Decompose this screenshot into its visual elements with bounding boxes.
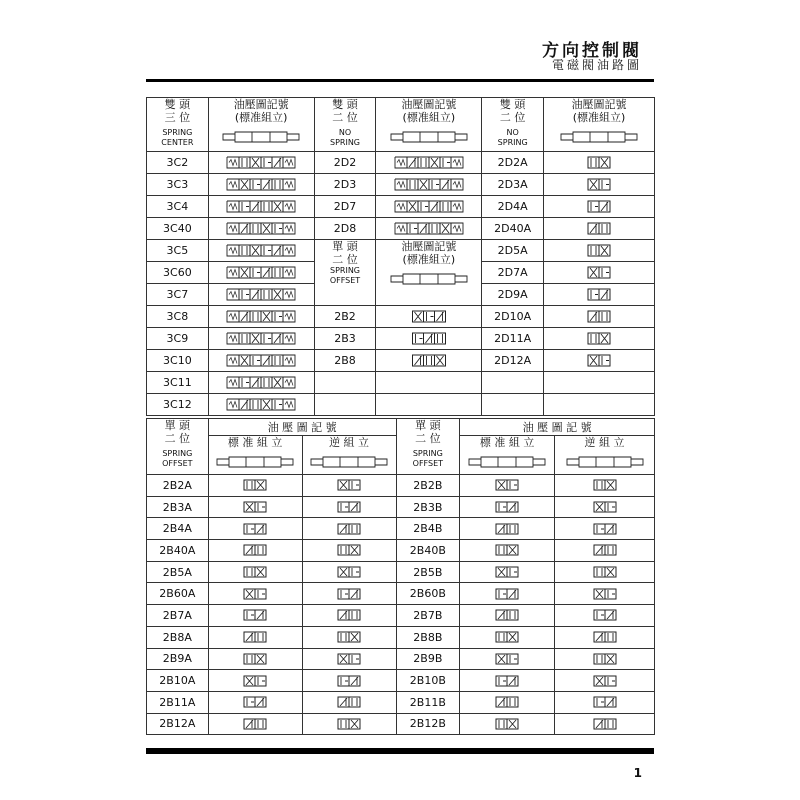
table-row [147,372,655,394]
valve-symbol-icon [565,499,645,515]
valve-symbol-icon [549,176,649,193]
symbol-cell [555,691,655,713]
model-code: 2D10A [482,306,544,328]
valve-symbol-icon [309,542,389,558]
symbol-cell [376,152,482,174]
valve-header-symbol-icon [211,124,311,148]
model-code: 2D12A [482,350,544,372]
valve-symbol-icon [565,673,645,689]
valve-symbol-icon [379,198,479,215]
symbol-cell [460,691,555,713]
symbol-cell [302,691,396,713]
rev-assembly-label: 逆 組 立 [329,436,370,449]
symbol-cell [544,262,655,284]
table-row [147,518,655,540]
valve-symbol-icon [211,396,311,413]
model-code: 3C9 [147,328,209,350]
g3-spring-label: NO SPRING [497,128,528,147]
valve-symbol-icon [211,176,311,193]
model-code: 2D2A [482,152,544,174]
model-code: 3C40 [147,218,209,240]
bottom-table [146,418,655,735]
bottom-header-row [147,419,655,436]
valve-symbol-icon [565,716,645,732]
symbol-cell [544,328,655,350]
g2b-type-header-text: 單 頭 二 位 [332,240,358,266]
model-code: 2B60A [147,583,209,605]
valve-symbol-icon [549,220,649,237]
g2b-spring-label: SPRING OFFSET [329,266,361,285]
symbol-cell [208,496,302,518]
model-code: 2B3A [147,496,209,518]
symbol-cell [460,670,555,692]
valve-symbol-icon [549,264,649,281]
valve-symbol-icon [309,651,389,667]
valve-symbol-icon [467,651,547,667]
valve-symbol-icon [215,542,295,558]
valve-header-symbol-icon [462,449,552,471]
valve-symbol-icon [379,352,479,369]
valve-symbol-icon [309,716,389,732]
g2b-type-header [314,240,376,306]
table-row [147,328,655,350]
g3-hyd-header-text: 油壓圖記號 (標准組立) [571,98,627,124]
valve-symbol-icon [467,521,547,537]
valve-symbol-icon [565,629,645,645]
symbol-cell [208,372,314,394]
symbol-cell [208,262,314,284]
symbol-cell [302,475,396,497]
model-code: 2D2 [314,152,376,174]
model-code: 2B3B [396,496,460,518]
symbol-cell [208,605,302,627]
symbol-cell [302,518,396,540]
valve-symbol-icon [467,694,547,710]
model-code: 2B8A [147,626,209,648]
g1-type-header [147,98,209,152]
symbol-cell [208,540,302,562]
table-row [147,605,655,627]
model-code: 2B5B [396,561,460,583]
model-code: 2B4A [147,518,209,540]
valve-symbol-icon [565,607,645,623]
g2b-hyd-header-text: 油壓圖記號 (標准組立) [401,240,457,266]
valve-symbol-icon [309,477,389,493]
model-code: 2B9A [147,648,209,670]
valve-symbol-icon [379,220,479,237]
symbol-cell [460,561,555,583]
table-row [147,218,655,240]
symbol-cell [302,561,396,583]
valve-symbol-icon [467,477,547,493]
bottom-type-header-text: 單 頭 二 位 [164,419,191,445]
g2-spring-label: NO SPRING [330,128,361,147]
bottom-spring-label: SPRING OFFSET [162,449,193,468]
valve-symbol-icon [467,673,547,689]
model-code: 2B8B [396,626,460,648]
table-row [147,394,655,416]
model-code: 3C7 [147,284,209,306]
model-code: 3C60 [147,262,209,284]
g3-type-header [482,98,544,152]
valve-symbol-icon [215,716,295,732]
g3-type-header-text: 雙 頭 二 位 [499,98,526,124]
valve-symbol-icon [467,607,547,623]
model-code: 2D7A [482,262,544,284]
table-row [147,691,655,713]
page-subtitle: 電磁閥油路圖 [551,58,642,72]
symbol-cell [376,218,482,240]
valve-symbol-icon [549,242,649,259]
valve-symbol-icon [309,586,389,602]
symbol-cell [544,240,655,262]
hyd-symbol-header: 油 壓 圖 記 號 [208,419,396,436]
symbol-cell [208,394,314,416]
valve-header-symbol-icon [210,449,300,471]
valve-symbol-icon [467,629,547,645]
symbol-cell [460,540,555,562]
model-code: 2D7 [314,196,376,218]
symbol-cell [208,583,302,605]
valve-symbol-icon [211,264,311,281]
model-code: 3C2 [147,152,209,174]
symbol-cell [460,475,555,497]
symbol-cell [302,648,396,670]
symbol-cell [208,174,314,196]
valve-symbol-icon [215,651,295,667]
model-code: 2B9B [396,648,460,670]
valve-symbol-icon [467,564,547,580]
valve-symbol-icon [379,154,479,171]
model-code: 2D5A [482,240,544,262]
valve-symbol-icon [379,176,479,193]
symbol-cell [460,648,555,670]
bottom-type-header [147,419,209,475]
valve-symbol-icon [215,694,295,710]
symbol-cell [302,713,396,735]
model-code: 2B7B [396,605,460,627]
valve-symbol-icon [565,564,645,580]
symbol-cell [544,350,655,372]
valve-symbol-icon [211,198,311,215]
valve-symbol-icon [215,499,295,515]
valve-symbol-icon [565,651,645,667]
table-row [147,496,655,518]
table-row [147,240,655,262]
symbol-cell [544,196,655,218]
model-code: 2B8 [314,350,376,372]
symbol-cell [544,306,655,328]
valve-symbol-icon [215,564,295,580]
g2-hyd-header [376,98,482,152]
valve-symbol-icon [211,220,311,237]
model-code: 2D11A [482,328,544,350]
table-row [147,152,655,174]
symbol-cell [555,626,655,648]
std-assembly-label: 標 准 組 立 [227,436,283,449]
valve-header-symbol-icon [560,449,650,471]
bottom-type-header [396,419,460,475]
valve-symbol-icon [565,542,645,558]
model-code: 2B12A [147,713,209,735]
symbol-cell [555,713,655,735]
valve-symbol-icon [565,586,645,602]
table-row [147,196,655,218]
symbol-cell [302,583,396,605]
symbol-cell [208,475,302,497]
valve-header-symbol-icon [379,124,479,148]
symbol-cell [376,350,482,372]
model-code: 2B4B [396,518,460,540]
model-code: 3C5 [147,240,209,262]
valve-symbol-icon [467,499,547,515]
symbol-cell [555,670,655,692]
model-code: 2B12B [396,713,460,735]
model-code: 3C12 [147,394,209,416]
model-code: 2B11B [396,691,460,713]
valve-header-symbol-icon [379,266,479,290]
header-rule [146,79,654,82]
model-code: 2B2A [147,475,209,497]
symbol-cell [208,240,314,262]
page-number: 1 [633,766,642,780]
model-code: 2D9A [482,284,544,306]
valve-symbol-icon [211,374,311,391]
symbol-cell [460,626,555,648]
symbol-cell [460,583,555,605]
table-row [147,561,655,583]
model-code: 3C11 [147,372,209,394]
symbol-cell [460,496,555,518]
symbol-cell [208,306,314,328]
model-code: 2B60B [396,583,460,605]
hyd-symbol-header: 油 壓 圖 記 號 [460,419,655,436]
valve-symbol-icon [309,564,389,580]
top-header-row [147,98,655,152]
symbol-cell [460,605,555,627]
symbol-cell [302,496,396,518]
valve-symbol-icon [215,586,295,602]
g1-type-header-text: 雙 頭 三 位 [164,98,191,124]
model-code: 2B3 [314,328,376,350]
symbol-cell [208,350,314,372]
std-assembly-label: 標 准 組 立 [479,436,535,449]
valve-symbol-icon [565,477,645,493]
symbol-cell [555,648,655,670]
model-code: 2B7A [147,605,209,627]
symbol-cell [555,475,655,497]
symbol-cell [460,713,555,735]
valve-symbol-icon [565,521,645,537]
valve-symbol-icon [215,521,295,537]
symbol-cell [376,174,482,196]
symbol-cell [208,518,302,540]
symbol-cell [302,626,396,648]
table-row [147,350,655,372]
g1-spring-label: SPRING CENTER [161,128,194,147]
symbol-cell [544,284,655,306]
symbol-cell [544,174,655,196]
symbol-cell [208,626,302,648]
valve-symbol-icon [215,607,295,623]
valve-symbol-icon [215,477,295,493]
top-table [146,97,655,416]
valve-symbol-icon [379,308,479,325]
symbol-cell [555,540,655,562]
bottom-type-header-text: 單 頭 二 位 [415,419,441,445]
symbol-cell [208,196,314,218]
symbol-cell [555,605,655,627]
valve-header-symbol-icon [549,124,649,148]
valve-symbol-icon [211,308,311,325]
symbol-cell [208,713,302,735]
table-row [147,648,655,670]
symbol-cell [544,218,655,240]
table-row [147,306,655,328]
valve-symbol-icon [309,673,389,689]
symbol-cell [208,152,314,174]
symbol-cell [460,518,555,540]
valve-symbol-icon [309,499,389,515]
g2-hyd-header-text: 油壓圖記號 (標准組立) [401,98,457,124]
model-code: 3C3 [147,174,209,196]
model-code: 2B5A [147,561,209,583]
model-code: 2D8 [314,218,376,240]
symbol-cell [302,605,396,627]
table-row [147,540,655,562]
model-code: 2B2 [314,306,376,328]
footer-rule [146,748,654,754]
g1-hyd-header-text: 油壓圖記號 (標准組立) [233,98,289,124]
model-code: 2B2B [396,475,460,497]
symbol-cell [376,306,482,328]
model-code: 3C8 [147,306,209,328]
rev-assembly-label: 逆 組 立 [584,436,625,449]
symbol-cell [555,561,655,583]
valve-symbol-icon [467,542,547,558]
table-row [147,626,655,648]
valve-symbol-icon [549,286,649,303]
valve-symbol-icon [565,694,645,710]
g2-type-header-text: 雙 頭 二 位 [332,98,358,124]
symbol-cell [208,561,302,583]
g2b-hyd-header [376,240,482,306]
symbol-cell [376,328,482,350]
table-row [147,583,655,605]
symbol-cell [544,152,655,174]
model-code: 2D3A [482,174,544,196]
symbol-cell [208,648,302,670]
model-code: 2B40A [147,540,209,562]
valve-symbol-icon [309,607,389,623]
symbol-cell [555,496,655,518]
table-row [147,475,655,497]
valve-symbol-icon [549,352,649,369]
g1-hyd-header [208,98,314,152]
symbol-cell [208,284,314,306]
valve-symbol-icon [211,242,311,259]
valve-symbol-icon [211,330,311,347]
model-code: 2D3 [314,174,376,196]
symbol-cell [555,583,655,605]
model-code: 3C10 [147,350,209,372]
g3-hyd-header [544,98,655,152]
valve-symbol-icon [549,308,649,325]
model-code: 2B40B [396,540,460,562]
valve-symbol-icon [211,154,311,171]
symbol-cell [208,218,314,240]
symbol-cell [302,670,396,692]
symbol-cell [208,670,302,692]
symbol-cell [208,691,302,713]
valve-symbol-icon [309,629,389,645]
table-row [147,174,655,196]
valve-symbol-icon [467,716,547,732]
valve-symbol-icon [379,330,479,347]
model-code: 3C4 [147,196,209,218]
model-code: 2D4A [482,196,544,218]
page-title: 方向控制閥 [542,41,642,61]
g2-type-header [314,98,376,152]
valve-symbol-icon [211,352,311,369]
model-code: 2D40A [482,218,544,240]
symbol-cell [302,540,396,562]
valve-symbol-icon [215,629,295,645]
valve-symbol-icon [549,154,649,171]
model-code: 2B11A [147,691,209,713]
symbol-cell [555,518,655,540]
model-code: 2B10B [396,670,460,692]
valve-symbol-icon [215,673,295,689]
table-row [147,713,655,735]
valve-symbol-icon [309,521,389,537]
valve-header-symbol-icon [304,449,394,471]
valve-symbol-icon [309,694,389,710]
symbol-cell [208,328,314,350]
valve-symbol-icon [549,198,649,215]
model-code: 2B10A [147,670,209,692]
symbol-cell [376,196,482,218]
valve-symbol-icon [211,286,311,303]
table-row [147,670,655,692]
valve-symbol-icon [549,330,649,347]
valve-symbol-icon [467,586,547,602]
bottom-spring-label: SPRING OFFSET [412,449,444,468]
